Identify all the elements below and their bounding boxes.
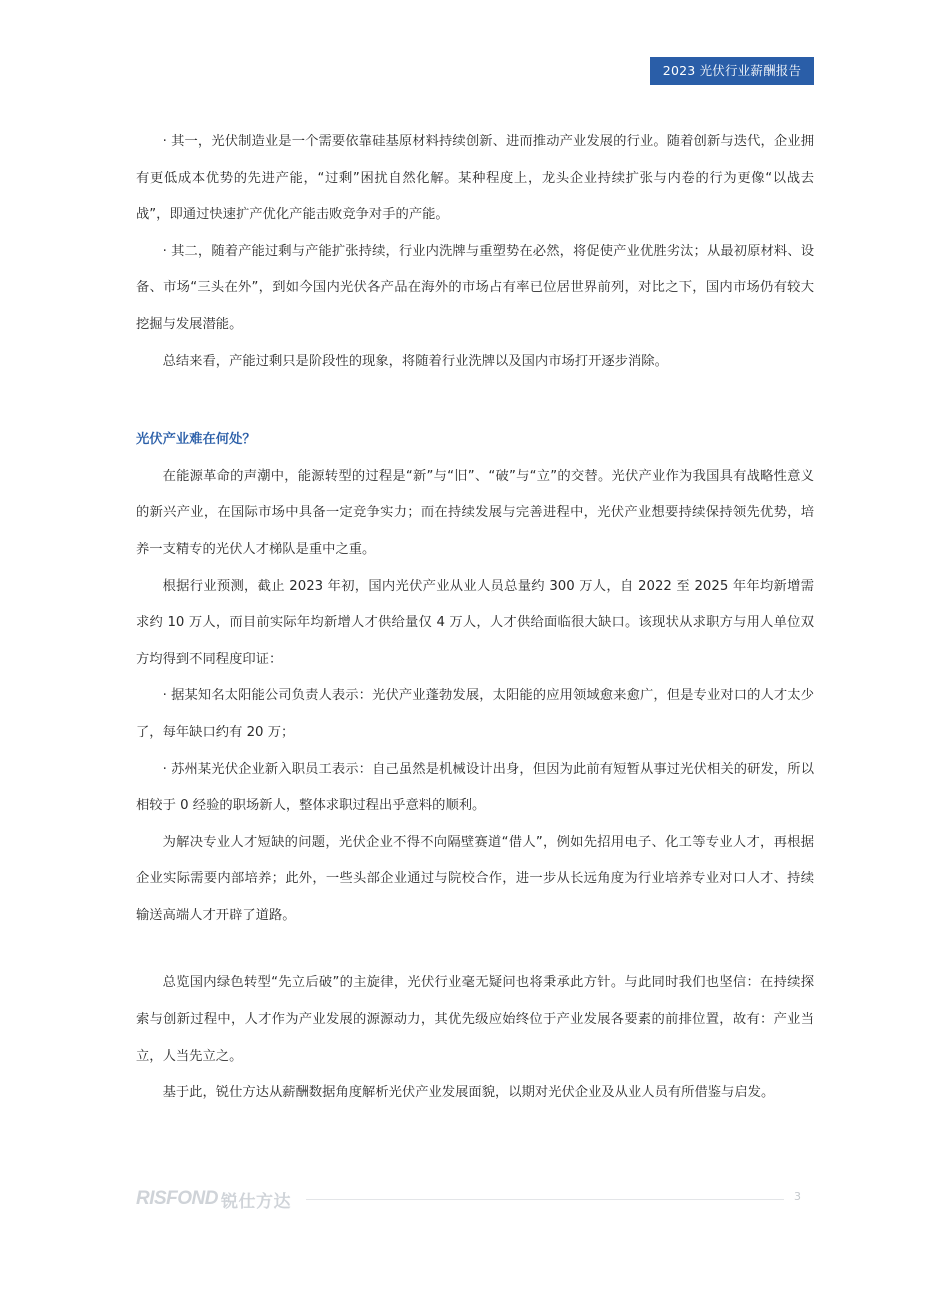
paragraph-quote-employee: · 苏州某光伏企业新入职员工表示：自己虽然是机械设计出身，但因为此前有短暂从事过光伏相关的研发，所以相较于 0 经验的职场新人，整体求职过程出乎意料的顺利。	[136, 761, 814, 814]
paragraph-summary: 总结来看，产能过剩只是阶段性的现象，将随着行业洗牌以及国内市场打开逐步消除。	[162, 353, 668, 369]
report-title-tag: 2023 光伏行业薪酬报告	[650, 57, 814, 85]
footer-divider	[306, 1199, 784, 1200]
paragraph-industry-forecast: 根据行业预测，截止 2023 年初，国内光伏产业从业人员总量约 300 万人，自 2022 至 2025 年年均新增需求约 10 万人，而目前实际年均新增人才供给量仅 4 万人，人才供给面临很大缺口。该现状从求职方与用人单位双方均得到不同程度印证：	[136, 578, 814, 667]
section-spacer	[136, 934, 814, 965]
paragraph-energy-transition: 在能源革命的声潮中，能源转型的过程是“新”与“旧”、“破”与“立”的交替。光伏产业作为我国具有战略性意义的新兴产业，在国际市场中具备一定竞争实力；而在持续发展与完善进程中，光伏产业想要持续保持领先优势，培养一支精专的光伏人才梯队是重中之重。	[136, 468, 814, 557]
page-number: 3	[794, 1190, 801, 1203]
paragraph-talent-solution: 为解决专业人才短缺的问题，光伏企业不得不向隔壁赛道“借人”，例如先招用电子、化工等专业人才，再根据企业实际需要内部培养；此外，一些头部企业通过与院校合作，进一步从长远角度为行业培养专业对口人才、持续输送高端人才开辟了道路。	[136, 834, 814, 923]
paragraph-closing: 基于此，锐仕方达从薪酬数据角度解析光伏产业发展面貌，以期对光伏企业及从业人员有所借鉴与启发。	[162, 1085, 775, 1101]
logo-chinese: 锐仕方达	[221, 1191, 291, 1211]
paragraph-point-two: · 其二，随着产能过剩与产能扩张持续，行业内洗牌与重塑势在必然，将促使产业优胜劣汰；从最初原材料、设备、市场“三头在外”，到如今国内光伏各产品在海外的市场占有率已位居世界前列，对比之下，国内市场仍有较大挖掘与发展潜能。	[136, 243, 814, 332]
logo-english: RISFOND	[136, 1188, 218, 1209]
page-content	[136, 124, 814, 1112]
company-logo	[136, 1184, 291, 1214]
paragraph-quote-company: · 据某知名太阳能公司负责人表示：光伏产业蓬勃发展，太阳能的应用领域愈来愈广，但是专业对口的人才太少了，每年缺口约有 20 万；	[136, 688, 814, 740]
paragraph-conclusion: 总览国内绿色转型“先立后破”的主旋律，光伏行业毫无疑问也将秉承此方针。与此同时我们也坚信：在持续探索与创新过程中，人才作为产业发展的源源动力，其优先级应始终位于产业发展各要素的前排位置，故有：产业当立，人当先立之。	[136, 975, 814, 1064]
paragraph-point-one: · 其一，光伏制造业是一个需要依靠硅基原材料持续创新、进而推动产业发展的行业。随着创新与迭代，企业拥有更低成本优势的先进产能，“过剩”困扰自然化解。某种程度上，龙头企业持续扩张与内卷的行为更像“以战去战”，即通过快速扩产优化产能击败竞争对手的产能。	[136, 134, 814, 223]
section-heading: 光伏产业难在何处？	[136, 432, 256, 448]
